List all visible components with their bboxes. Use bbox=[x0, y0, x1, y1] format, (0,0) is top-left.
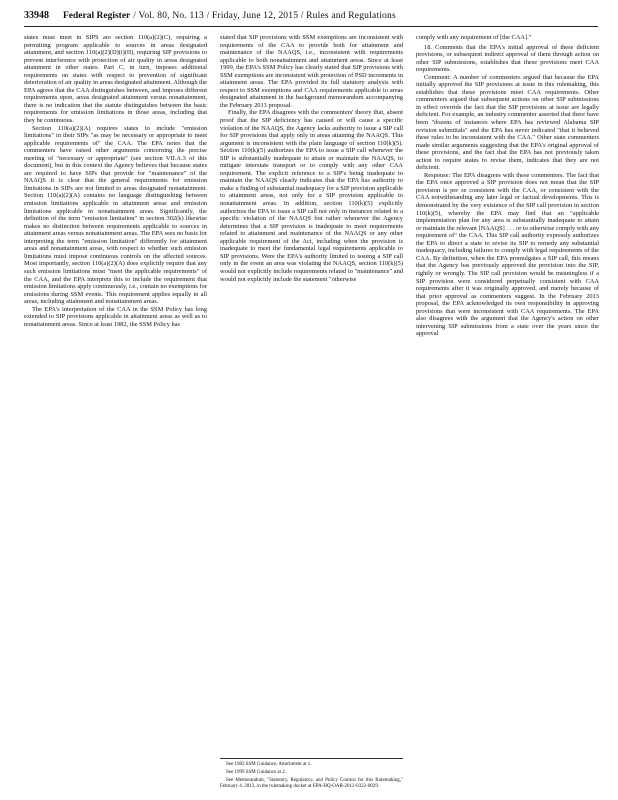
footnote: See 1982 SSM Guidance, Attachment at 1. bbox=[226, 762, 312, 767]
publication-title: Federal Register bbox=[63, 11, 131, 21]
paragraph: Response: The EPA disagrees with these commenters. The fact that the EPA once approved a SIP provision does not mean that the SIP provision is per se consistent with the CAA, or consistent with the CAA notwithstanding any later legal or factual developments. This is demonstrated by the very existence of the SIP call provision in section 110(k)(5), whereby the EPA may find that an "applicable implementation plan for any area is substantially inadequate to attain or maintain the relevant [NAAQS] . . . or to otherwise comply with any requirement of" the CAA. This SIP call authority expressly authorizes the EPA to direct a state to revise its SIP to remedy any substantial inadequacy, including failures to comply with legal requirements of the CAA. By definition, when the EPA promulgates a SIP call, this means that the Agency has previously approved the provision into the SIP, rightly or wrongly. The SIP call provision would be meaningless if a SIP provision were considered perpetually consistent with CAA requirements after it was originally approved, and merely because of that prior approval as commenters suggest. In the February 2013 proposal, the EPA acknowledged its own responsibility in approving provisions that were inconsistent with CAA requirements. The EPA also disagrees with the argument that the Agency's action on other intervening SIP submissions from a state over the years since the approval bbox=[416, 171, 599, 338]
footnotes bbox=[220, 758, 403, 792]
text-columns bbox=[24, 34, 598, 792]
section-heading: 18. Comments that the EPA's initial approval of these deficient provisions, or subsequent indirect approval of them through action on other SIP submissions, establishes that these provisions meet CAA requirements. bbox=[416, 43, 599, 74]
paragraph: The EPA's interpretation of the CAA in the SSM Policy has long extended to SIP provisions applicable in attainment areas as well as to nonattainment areas. Since at least 1982, the SSM Policy has bbox=[24, 305, 207, 328]
footnote: See 1999 SSM Guidance at 2. bbox=[226, 770, 286, 775]
paragraph: comply with any requirement of [the CAA]." bbox=[416, 34, 532, 41]
paragraph: states must meet in SIPS are section 110(a)(2)(C), requiring a permitting program applicable to sources in areas designated attainment, and section 110(a)(2)(D)(i)(II), requiring SIP provisions to prevent interference with protection of air quality in areas designated attainment in other states. Part C, in turn, imposes additional requirements on states with respect to prevention of significant deterioration of air quality in areas designated attainment. Although the EPA agrees that the CAA distinguishes between, and imposes different requirements upon, areas designated attainment versus nonattainment, there is no indication that the statute distinguishes between the basic requirements for emission limitations in those areas, including that they be continuous. bbox=[24, 34, 207, 125]
column-3 bbox=[416, 34, 599, 792]
paragraph: Finally, the EPA disagrees with the commenters' theory that, absent proof that the SIP deficiency has caused or will cause a specific violation of the NAAQS, the Agency lacks authority to issue a SIP call for SIP provisions that apply only in areas attaining the NAAQS. This argument is inconsistent with the plain language of section 110(k)(5). Section 110(k)(5) authorizes the EPA to issue a SIP call whenever the SIP is substantially inadequate to attain or maintain the NAAQS, to mitigate interstate transport or to comply with any other CAA requirement. The explicit reference to a SIP's being inadequate to maintain the NAAQS clearly indicates that the EPA has authority to make a finding of substantial inadequacy for a SIP provision applicable to attainment areas, not only for a SIP provision applicable to nonattainment areas. In addition, section 110(k)(5) explicitly authorizes the EPA to issue a SIP call not only in instances related to a specific violation of the NAAQS but rather whenever the Agency determines that a SIP provision is inadequate to meet requirements related to attainment and maintenance of the NAAQS or any other applicable requirement of the Act, including when the provision is inadequate to meet the fundamental legal requirements applicable to SIP provisions. Were the EPA's authority limited to issuing a SIP call only in the event an area was violating the NAAQS, section 110(k)(5) would not explicitly include requirements related to "maintenance" and would not explicitly include the statement "otherwise bbox=[220, 109, 403, 283]
issue-info: / Vol. 80, No. 113 / Friday, June 12, 2015 / Rules and Regulations bbox=[133, 11, 396, 21]
column-2 bbox=[220, 34, 403, 792]
paragraph: Section 110(a)(2)(A) requires states to include "emission limitations" in their SIPs "as may be necessary or appropriate to meet applicable requirements of" the CAA. The EPA notes that the commenters have raised other arguments concerning the precise meeting of "necessary or appropriate" (see section VII.A.3 of this document), but in this context the Agency believes that because states are required to have SIPs that provide for "maintenance" of the NAAQS it is clear that the general requirements for emission limitations in SIPs are not limited to areas designated nonattainment. Section 110(a)(2)(A) contains no language distinguishing between emission limitations applicable in attainment areas and emission limitations applicable in nonattainment areas. Significantly, the definition of the term "emission limitation" in section 302(k) likewise makes no distinction between requirements applicable to sources in attainment areas versus nonattainment areas. The EPA sees no basis for interpreting the term "emission limitation" differently for attainment areas and nonattainment areas, with respect to whether such emission limitations must impose continuous controls on the affected sources. Most importantly, section 110(a)(2)(A) does explicitly require that any such emission limitations must "meet the applicable requirements" of the CAA, and the EPA interprets this to include the requirement that emission limitations apply continuously, i.e., contain no exemptions for emissions during SSM events. This requirement applies equally in all areas, including attainment and nonattainment areas. bbox=[24, 124, 207, 306]
page-header bbox=[24, 10, 598, 27]
paragraph: stated that SIP provisions with SSM exemptions are inconsistent with requirements of the CAA to provide both for attainment and maintenance of the NAAQS, i.e., inconsistent with requirements applicable to both nonattainment and attainment areas. Since at least 1999, the EPA's SSM Policy has clearly stated that SIP provisions with SSM exemptions are inconsistent with protection of PSD increments in attainment areas. The EPA provided its full statutory analysis with respect to SSM exemptions and CAA requirements applicable to areas designated attainment in the background memorandum accompanying the February 2013 proposal. bbox=[220, 34, 403, 109]
column-1 bbox=[24, 34, 207, 792]
paragraph: Comment: A number of commenters argued that because the EPA initially approved the SIP provisions at issue in this rulemaking, this establishes that these provisions meet CAA requirements. Other commenters argued that subsequent actions on other SIP submissions in effect override the fact that the SIP provisions at issue are legally deficient. For example, an industry commenter asserted that there have been "dozens of instances where EPA has reviewed Alabama SIP revision submittals" and the EPA has never indicated "that it believed these rules to be inconsistent with the CAA." Other state commenters made similar arguments suggesting that the EPA's original approval of these provisions, and the fact that the EPA has not previously taken action to require states to revise them, indicates that they are not deficient. bbox=[416, 73, 599, 172]
footnote: See Memorandum, "Statutory, Regulatory, and Policy Context for this Rulemaking," February 4, 2013, in the rulemaking docket at EPA-HQ-OAR-2012-0322-0029. bbox=[220, 778, 403, 789]
page-number: 33948 bbox=[24, 10, 49, 21]
